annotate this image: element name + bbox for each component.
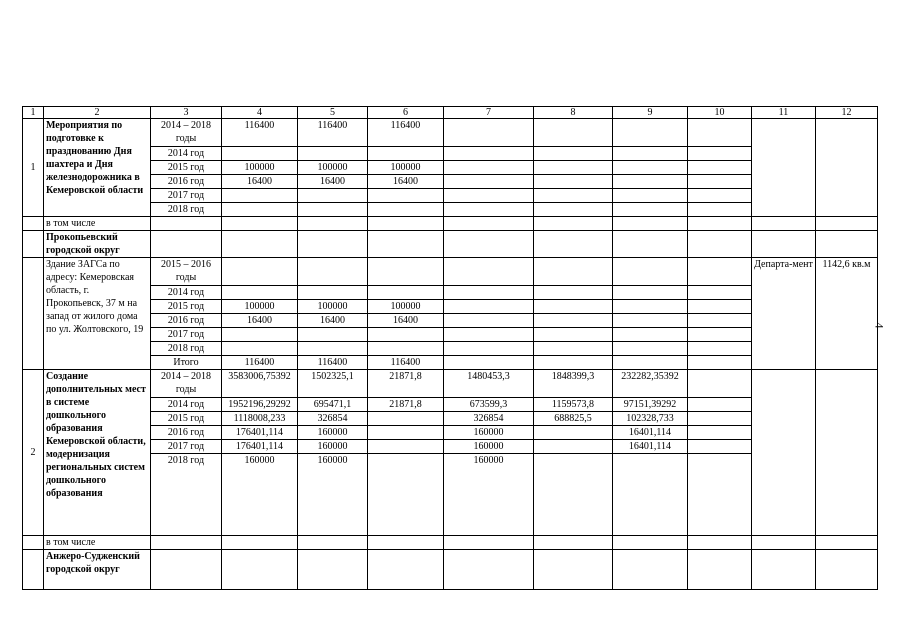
table-row — [23, 217, 878, 231]
value-cell — [688, 175, 752, 189]
value-cell — [688, 189, 752, 203]
table-row — [23, 161, 878, 175]
value-cell — [534, 328, 613, 342]
capacity-cell: 1142,6 кв.м — [816, 258, 878, 370]
table-cell — [151, 550, 222, 590]
table-row — [23, 370, 878, 398]
value-cell — [613, 328, 688, 342]
table-row — [23, 536, 878, 550]
page-number: 4 — [872, 322, 887, 329]
table-cell — [444, 536, 534, 550]
section-label: Анжеро-Судженский городской округ — [44, 550, 151, 590]
table-row — [23, 412, 878, 426]
value-cell — [613, 147, 688, 161]
value-cell — [688, 342, 752, 356]
period-cell: 2018 год — [151, 454, 222, 536]
column-header: 10 — [688, 107, 752, 119]
period-cell: 2017 год — [151, 440, 222, 454]
table-cell — [368, 231, 444, 258]
value-cell — [613, 189, 688, 203]
value-cell — [222, 147, 298, 161]
table-cell — [444, 550, 534, 590]
value-cell — [613, 454, 688, 536]
value-cell — [613, 119, 688, 147]
value-cell — [613, 286, 688, 300]
table-row — [23, 550, 878, 590]
table-row — [23, 328, 878, 342]
value-cell: 116400 — [368, 356, 444, 370]
row-number — [23, 258, 44, 370]
value-cell — [613, 258, 688, 286]
value-cell — [688, 286, 752, 300]
value-cell — [368, 328, 444, 342]
period-cell: 2015 год — [151, 412, 222, 426]
value-cell — [444, 356, 534, 370]
row-number: 1 — [23, 119, 44, 217]
table-cell — [534, 550, 613, 590]
table-row — [23, 189, 878, 203]
value-cell — [688, 300, 752, 314]
table-cell — [688, 217, 752, 231]
value-cell — [534, 258, 613, 286]
period-cell: 2016 год — [151, 175, 222, 189]
table-cell — [534, 217, 613, 231]
period-cell: 2014 – 2018 годы — [151, 119, 222, 147]
value-cell: 97151,39292 — [613, 398, 688, 412]
value-cell: 21871,8 — [368, 398, 444, 412]
value-cell — [298, 258, 368, 286]
value-cell: 100000 — [298, 300, 368, 314]
value-cell — [688, 147, 752, 161]
value-cell — [298, 203, 368, 217]
value-cell: 16401,114 — [613, 440, 688, 454]
value-cell — [613, 314, 688, 328]
value-cell — [368, 342, 444, 356]
value-cell — [688, 119, 752, 147]
value-cell: 16400 — [298, 175, 368, 189]
value-cell: 116400 — [298, 119, 368, 147]
period-cell: 2018 год — [151, 342, 222, 356]
value-cell — [444, 300, 534, 314]
table-cell — [752, 370, 816, 536]
value-cell — [534, 314, 613, 328]
value-cell — [688, 440, 752, 454]
value-cell — [298, 342, 368, 356]
table-cell — [688, 536, 752, 550]
column-header: 7 — [444, 107, 534, 119]
value-cell — [298, 147, 368, 161]
measure-name: Создание дополнительных мест в системе дошкольного образования Кемеровской области, модернизация региональных систем дошкольного образования — [44, 370, 151, 536]
value-cell — [688, 398, 752, 412]
table-row — [23, 107, 878, 119]
value-cell: 116400 — [222, 119, 298, 147]
table-row — [23, 440, 878, 454]
value-cell — [688, 412, 752, 426]
value-cell — [534, 175, 613, 189]
value-cell: 16400 — [368, 314, 444, 328]
column-header: 11 — [752, 107, 816, 119]
table-row — [23, 314, 878, 328]
table-cell — [298, 536, 368, 550]
value-cell: 100000 — [368, 300, 444, 314]
table-cell — [752, 536, 816, 550]
value-cell — [298, 189, 368, 203]
value-cell: 16400 — [298, 314, 368, 328]
column-header: 8 — [534, 107, 613, 119]
value-cell — [534, 426, 613, 440]
table-cell — [752, 231, 816, 258]
section-label: в том числе — [44, 217, 151, 231]
period-cell: Итого — [151, 356, 222, 370]
program-table — [22, 106, 878, 590]
value-cell: 21871,8 — [368, 370, 444, 398]
value-cell — [368, 286, 444, 300]
period-cell: 2015 год — [151, 300, 222, 314]
column-header: 12 — [816, 107, 878, 119]
table-cell — [816, 231, 878, 258]
value-cell — [534, 440, 613, 454]
value-cell: 1952196,29292 — [222, 398, 298, 412]
value-cell — [534, 286, 613, 300]
value-cell — [688, 203, 752, 217]
value-cell: 688825,5 — [534, 412, 613, 426]
period-cell: 2017 год — [151, 189, 222, 203]
value-cell — [444, 258, 534, 286]
table-cell — [222, 536, 298, 550]
table-row — [23, 356, 878, 370]
value-cell: 232282,35392 — [613, 370, 688, 398]
table-cell — [752, 550, 816, 590]
value-cell — [368, 412, 444, 426]
value-cell — [222, 342, 298, 356]
value-cell: 116400 — [298, 356, 368, 370]
table-cell — [816, 550, 878, 590]
table-cell — [368, 217, 444, 231]
value-cell — [688, 314, 752, 328]
section-label: Прокопьевский городской округ — [44, 231, 151, 258]
value-cell — [534, 161, 613, 175]
table-cell — [534, 536, 613, 550]
value-cell — [444, 175, 534, 189]
value-cell: 100000 — [222, 300, 298, 314]
table-row — [23, 286, 878, 300]
value-cell — [534, 356, 613, 370]
value-cell: 100000 — [222, 161, 298, 175]
table-cell — [444, 217, 534, 231]
value-cell — [688, 426, 752, 440]
value-cell: 160000 — [298, 440, 368, 454]
table-cell — [816, 536, 878, 550]
table-cell — [613, 217, 688, 231]
column-header: 3 — [151, 107, 222, 119]
table-cell — [816, 119, 878, 217]
value-cell — [688, 328, 752, 342]
column-header: 6 — [368, 107, 444, 119]
value-cell: 326854 — [298, 412, 368, 426]
table-cell — [613, 536, 688, 550]
period-cell: 2018 год — [151, 203, 222, 217]
value-cell — [444, 161, 534, 175]
period-cell: 2014 год — [151, 286, 222, 300]
value-cell: 160000 — [444, 426, 534, 440]
value-cell: 3583006,75392 — [222, 370, 298, 398]
table-row — [23, 231, 878, 258]
row-number — [23, 536, 44, 550]
value-cell — [534, 203, 613, 217]
value-cell: 16400 — [222, 314, 298, 328]
column-header: 5 — [298, 107, 368, 119]
table-cell — [613, 231, 688, 258]
row-number: 2 — [23, 370, 44, 536]
value-cell: 160000 — [444, 440, 534, 454]
table-row — [23, 342, 878, 356]
period-cell: 2014 год — [151, 398, 222, 412]
value-cell — [368, 440, 444, 454]
measure-name: Мероприятия по подготовке к празднованию Дня шахтера и Дня железнодорожника в Кемеровской области — [44, 119, 151, 217]
table-cell — [368, 536, 444, 550]
value-cell — [613, 356, 688, 370]
value-cell: 116400 — [222, 356, 298, 370]
table-cell — [688, 231, 752, 258]
table-row — [23, 300, 878, 314]
measure-name: Здание ЗАГСа по адресу: Кемеровская область, г. Прокопьевск, 37 м на запад от жилого дома по ул. Жолтовского, 19 — [44, 258, 151, 370]
value-cell — [613, 300, 688, 314]
column-header: 4 — [222, 107, 298, 119]
column-header: 9 — [613, 107, 688, 119]
table-cell — [613, 550, 688, 590]
value-cell: 1848399,3 — [534, 370, 613, 398]
executor-cell: Департа-мент — [752, 258, 816, 370]
value-cell — [368, 203, 444, 217]
value-cell — [613, 161, 688, 175]
value-cell — [298, 328, 368, 342]
column-header: 2 — [44, 107, 151, 119]
value-cell — [534, 300, 613, 314]
table-cell — [222, 217, 298, 231]
value-cell: 326854 — [444, 412, 534, 426]
value-cell — [368, 147, 444, 161]
value-cell — [688, 258, 752, 286]
value-cell — [444, 314, 534, 328]
table-cell — [816, 370, 878, 536]
table-body — [23, 107, 878, 590]
table-row — [23, 203, 878, 217]
table-row — [23, 119, 878, 147]
row-number — [23, 217, 44, 231]
value-cell — [613, 175, 688, 189]
period-cell: 2015 – 2016 годы — [151, 258, 222, 286]
value-cell — [534, 342, 613, 356]
table-row — [23, 426, 878, 440]
period-cell: 2014 год — [151, 147, 222, 161]
value-cell: 160000 — [222, 454, 298, 536]
value-cell — [222, 258, 298, 286]
value-cell: 100000 — [368, 161, 444, 175]
value-cell — [444, 286, 534, 300]
value-cell — [222, 189, 298, 203]
period-cell: 2014 – 2018 годы — [151, 370, 222, 398]
value-cell — [688, 161, 752, 175]
value-cell — [222, 203, 298, 217]
value-cell: 160000 — [298, 426, 368, 440]
table-cell — [534, 231, 613, 258]
table-row — [23, 258, 878, 286]
value-cell — [444, 203, 534, 217]
value-cell: 160000 — [444, 454, 534, 536]
value-cell — [534, 119, 613, 147]
value-cell: 116400 — [368, 119, 444, 147]
value-cell: 16400 — [222, 175, 298, 189]
table-row — [23, 175, 878, 189]
value-cell — [613, 203, 688, 217]
value-cell — [368, 454, 444, 536]
value-cell — [534, 454, 613, 536]
value-cell: 16400 — [368, 175, 444, 189]
value-cell — [444, 189, 534, 203]
value-cell — [444, 147, 534, 161]
value-cell — [688, 356, 752, 370]
value-cell: 102328,733 — [613, 412, 688, 426]
period-cell: 2017 год — [151, 328, 222, 342]
value-cell — [444, 119, 534, 147]
table-cell — [151, 536, 222, 550]
table-cell — [752, 217, 816, 231]
value-cell: 176401,114 — [222, 440, 298, 454]
column-header: 1 — [23, 107, 44, 119]
table-cell — [222, 231, 298, 258]
table-cell — [752, 119, 816, 217]
row-number — [23, 231, 44, 258]
period-cell: 2016 год — [151, 426, 222, 440]
value-cell — [613, 342, 688, 356]
value-cell — [368, 258, 444, 286]
period-cell: 2016 год — [151, 314, 222, 328]
value-cell — [444, 328, 534, 342]
value-cell — [534, 147, 613, 161]
period-cell: 2015 год — [151, 161, 222, 175]
value-cell: 16401,114 — [613, 426, 688, 440]
table-cell — [222, 550, 298, 590]
value-cell: 1118008,233 — [222, 412, 298, 426]
value-cell: 160000 — [298, 454, 368, 536]
table-row — [23, 147, 878, 161]
table-cell — [298, 550, 368, 590]
value-cell: 673599,3 — [444, 398, 534, 412]
row-number — [23, 550, 44, 590]
table-row — [23, 398, 878, 412]
value-cell — [222, 328, 298, 342]
value-cell: 1502325,1 — [298, 370, 368, 398]
table-cell — [444, 231, 534, 258]
table-row — [23, 454, 878, 536]
table-cell — [151, 217, 222, 231]
section-label: в том числе — [44, 536, 151, 550]
value-cell — [688, 370, 752, 398]
table-cell — [298, 231, 368, 258]
value-cell — [444, 342, 534, 356]
value-cell — [688, 454, 752, 536]
value-cell: 695471,1 — [298, 398, 368, 412]
value-cell: 1480453,3 — [444, 370, 534, 398]
value-cell — [222, 286, 298, 300]
value-cell: 1159573,8 — [534, 398, 613, 412]
table-cell — [816, 217, 878, 231]
table-cell — [151, 231, 222, 258]
value-cell: 100000 — [298, 161, 368, 175]
table-cell — [688, 550, 752, 590]
value-cell — [368, 189, 444, 203]
value-cell: 176401,114 — [222, 426, 298, 440]
value-cell — [298, 286, 368, 300]
table-cell — [298, 217, 368, 231]
value-cell — [368, 426, 444, 440]
table-cell — [368, 550, 444, 590]
value-cell — [534, 189, 613, 203]
